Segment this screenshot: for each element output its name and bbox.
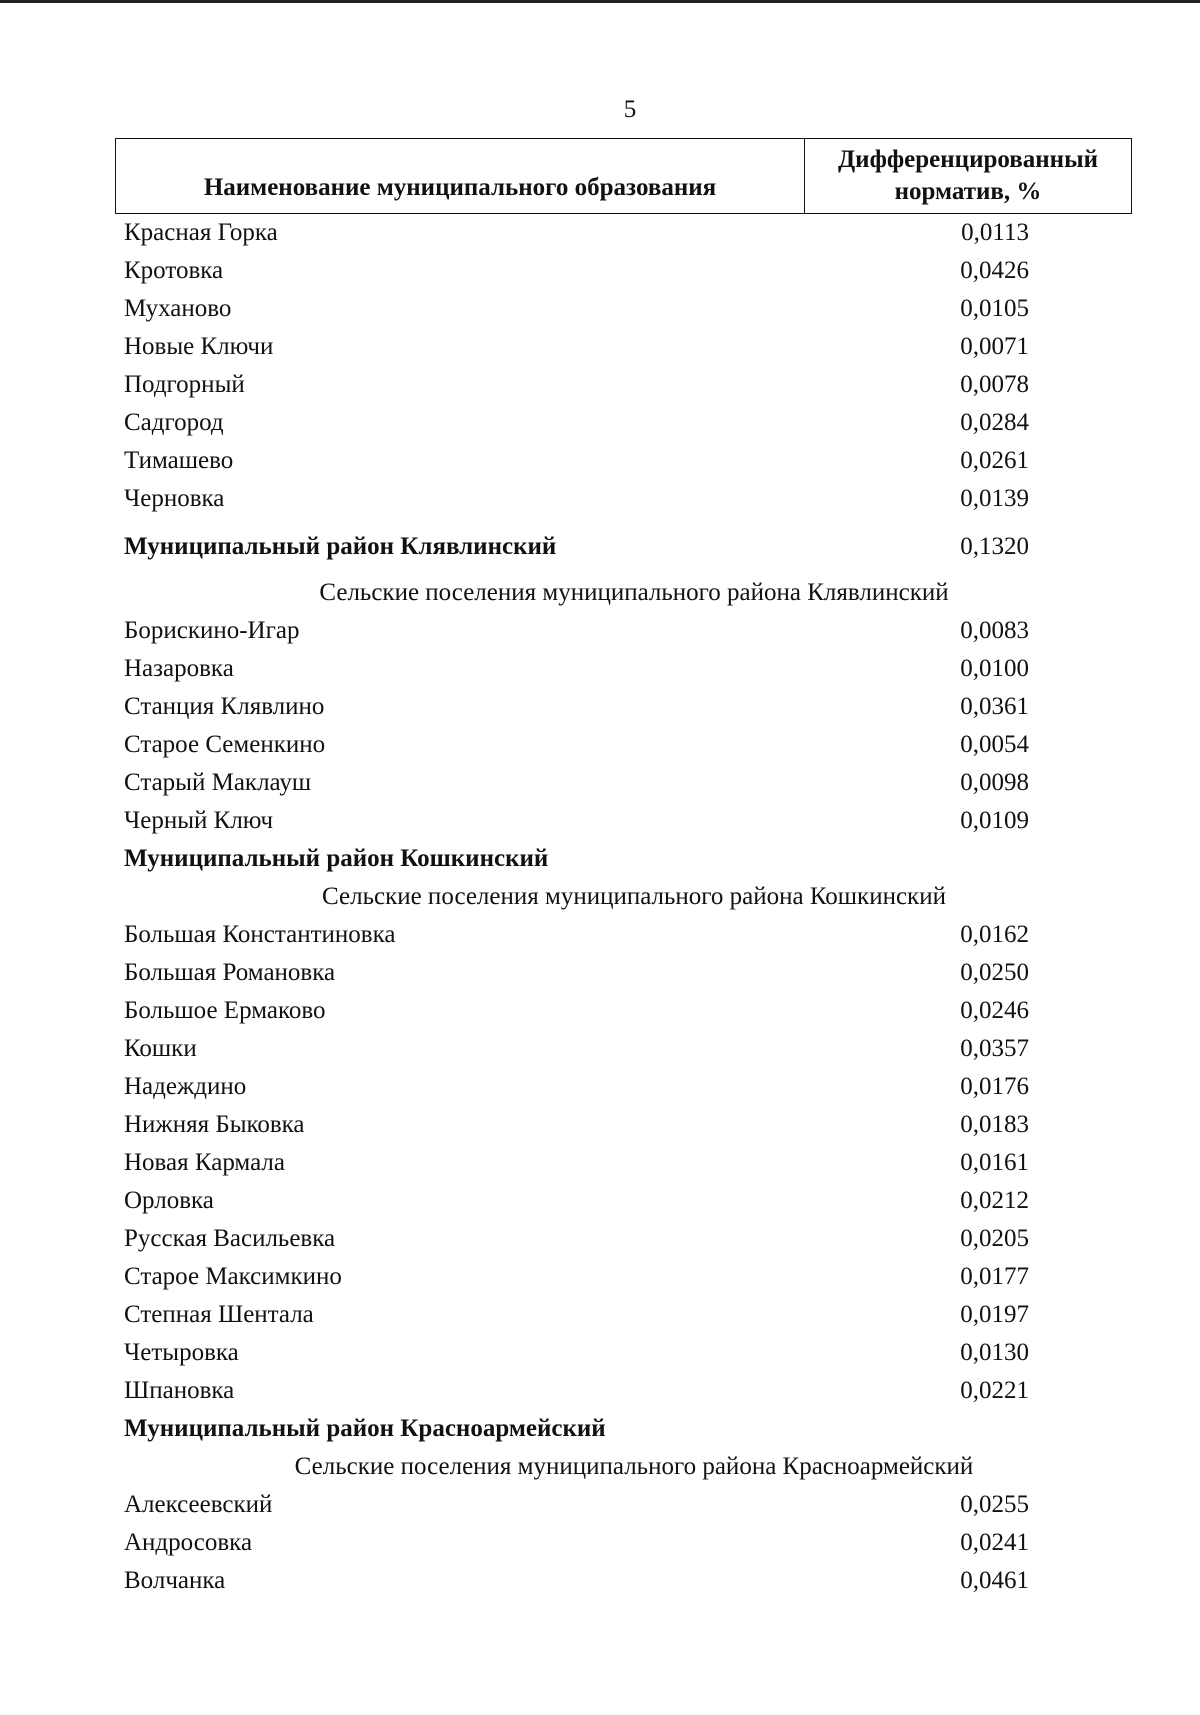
settlement-name: Борискино-Игар xyxy=(124,617,300,644)
settlement-name: Красная Горка xyxy=(124,219,278,246)
table-row xyxy=(124,1334,1124,1372)
settlement-name: Степная Шентала xyxy=(124,1301,314,1328)
settlement-value: 0,0161 xyxy=(960,1149,1029,1176)
settlement-name: Тимашево xyxy=(124,447,234,474)
settlement-value: 0,0183 xyxy=(960,1111,1029,1138)
table-row xyxy=(124,252,1124,290)
table-row xyxy=(124,1486,1124,1524)
district-row-krasnoarmeysky xyxy=(124,1410,1124,1448)
table-header xyxy=(115,138,1132,214)
table-row xyxy=(124,442,1124,480)
table-row xyxy=(124,1372,1124,1410)
settlement-name: Садгород xyxy=(124,409,224,436)
table-row xyxy=(124,1562,1124,1600)
settlement-value: 0,0078 xyxy=(960,371,1029,398)
settlement-name: Назаровка xyxy=(124,655,234,682)
district-row-klyavlinsky xyxy=(124,528,1124,566)
settlement-name: Кошки xyxy=(124,1035,197,1062)
settlement-value: 0,0176 xyxy=(960,1073,1029,1100)
settlement-name: Большая Константиновка xyxy=(124,921,396,948)
settlement-name: Андросовка xyxy=(124,1529,253,1556)
table-row xyxy=(124,366,1124,404)
settlement-name: Новые Ключи xyxy=(124,333,274,360)
settlement-value: 0,0426 xyxy=(960,257,1029,284)
settlement-name: Муханово xyxy=(124,295,232,322)
table-row xyxy=(124,480,1124,518)
table-row xyxy=(124,1182,1124,1220)
district-subtitle xyxy=(124,878,1124,916)
header-value-line2: норматив, % xyxy=(894,178,1042,205)
settlement-name: Новая Кармала xyxy=(124,1149,285,1176)
settlement-value: 0,0197 xyxy=(960,1301,1029,1328)
top-border-line xyxy=(0,0,1200,3)
settlement-name: Надеждино xyxy=(124,1073,247,1100)
settlement-name: Старое Семенкино xyxy=(124,731,326,758)
settlement-value: 0,0083 xyxy=(960,617,1029,644)
table-row xyxy=(124,214,1124,252)
settlement-value: 0,0205 xyxy=(960,1225,1029,1252)
table-row xyxy=(124,764,1124,802)
district-title: Муниципальный район Красноармейский xyxy=(124,1415,606,1442)
settlement-name: Черновка xyxy=(124,485,225,512)
settlement-value: 0,0255 xyxy=(960,1491,1029,1518)
settlement-value: 0,0109 xyxy=(960,807,1029,834)
table-row xyxy=(124,1106,1124,1144)
district-row-koshkinsky xyxy=(124,840,1124,878)
settlement-name: Станция Клявлино xyxy=(124,693,325,720)
table-row xyxy=(124,1030,1124,1068)
settlement-value: 0,0139 xyxy=(960,485,1029,512)
settlement-name: Черный Ключ xyxy=(124,807,274,834)
settlement-value: 0,0212 xyxy=(960,1187,1029,1214)
settlement-name: Нижняя Быковка xyxy=(124,1111,305,1138)
table-row xyxy=(124,612,1124,650)
table-row xyxy=(124,726,1124,764)
table-row xyxy=(124,802,1124,840)
settlement-value: 0,0054 xyxy=(960,731,1029,758)
settlement-name: Старый Маклауш xyxy=(124,769,312,796)
settlement-value: 0,0221 xyxy=(960,1377,1029,1404)
settlement-name: Орловка xyxy=(124,1187,214,1214)
settlement-value: 0,0250 xyxy=(960,959,1029,986)
table-row xyxy=(124,1258,1124,1296)
settlement-value: 0,0130 xyxy=(960,1339,1029,1366)
settlement-value: 0,0098 xyxy=(960,769,1029,796)
settlement-value: 0,0100 xyxy=(960,655,1029,682)
page-number: 5 xyxy=(623,96,637,123)
district-value: 0,1320 xyxy=(960,533,1029,560)
settlement-value: 0,0461 xyxy=(960,1567,1029,1594)
table-row xyxy=(124,404,1124,442)
district-subtitle-text: Сельские поселения муниципального района Кошкинский xyxy=(322,883,946,910)
settlement-value: 0,0071 xyxy=(960,333,1029,360)
settlement-value: 0,0177 xyxy=(960,1263,1029,1290)
settlement-value: 0,0284 xyxy=(960,409,1029,436)
settlement-name: Подгорный xyxy=(124,371,245,398)
settlement-name: Шпановка xyxy=(124,1377,235,1404)
header-value-line1: Дифференцированный xyxy=(837,146,1099,173)
settlement-value: 0,0261 xyxy=(960,447,1029,474)
settlement-value: 0,0162 xyxy=(960,921,1029,948)
settlement-name: Кротовка xyxy=(124,257,224,284)
table-row xyxy=(124,1296,1124,1334)
settlement-value: 0,0113 xyxy=(961,219,1029,246)
settlement-name: Волчанка xyxy=(124,1567,226,1594)
settlement-name: Большая Романовка xyxy=(124,959,336,986)
district-subtitle-text: Сельские поселения муниципального района Клявлинский xyxy=(319,579,949,606)
table-row xyxy=(124,688,1124,726)
settlement-value: 0,0361 xyxy=(960,693,1029,720)
table-row xyxy=(124,916,1124,954)
district-subtitle xyxy=(124,574,1124,612)
table-row xyxy=(124,1524,1124,1562)
header-value-column xyxy=(805,139,1131,213)
table-row xyxy=(124,328,1124,366)
header-name-column: Наименование муниципального образования xyxy=(116,139,805,213)
settlement-value: 0,0105 xyxy=(960,295,1029,322)
table-row xyxy=(124,650,1124,688)
settlement-name: Четыровка xyxy=(124,1339,239,1366)
district-subtitle-text: Сельские поселения муниципального района Красноармейский xyxy=(294,1453,974,1480)
district-title: Муниципальный район Кошкинский xyxy=(124,845,549,872)
settlement-value: 0,0241 xyxy=(960,1529,1029,1556)
settlement-name: Старое Максимкино xyxy=(124,1263,342,1290)
district-subtitle xyxy=(124,1448,1124,1486)
table-row xyxy=(124,1068,1124,1106)
settlement-name: Алексеевский xyxy=(124,1491,273,1518)
district-title: Муниципальный район Клявлинский xyxy=(124,533,557,560)
table-row xyxy=(124,1220,1124,1258)
settlement-name: Русская Васильевка xyxy=(124,1225,336,1252)
table-row xyxy=(124,992,1124,1030)
table-row xyxy=(124,290,1124,328)
settlement-value: 0,0246 xyxy=(960,997,1029,1024)
table-body xyxy=(124,214,1124,1600)
settlement-name: Большое Ермаково xyxy=(124,997,326,1024)
table-row xyxy=(124,1144,1124,1182)
table-row xyxy=(124,954,1124,992)
settlement-value: 0,0357 xyxy=(960,1035,1029,1062)
